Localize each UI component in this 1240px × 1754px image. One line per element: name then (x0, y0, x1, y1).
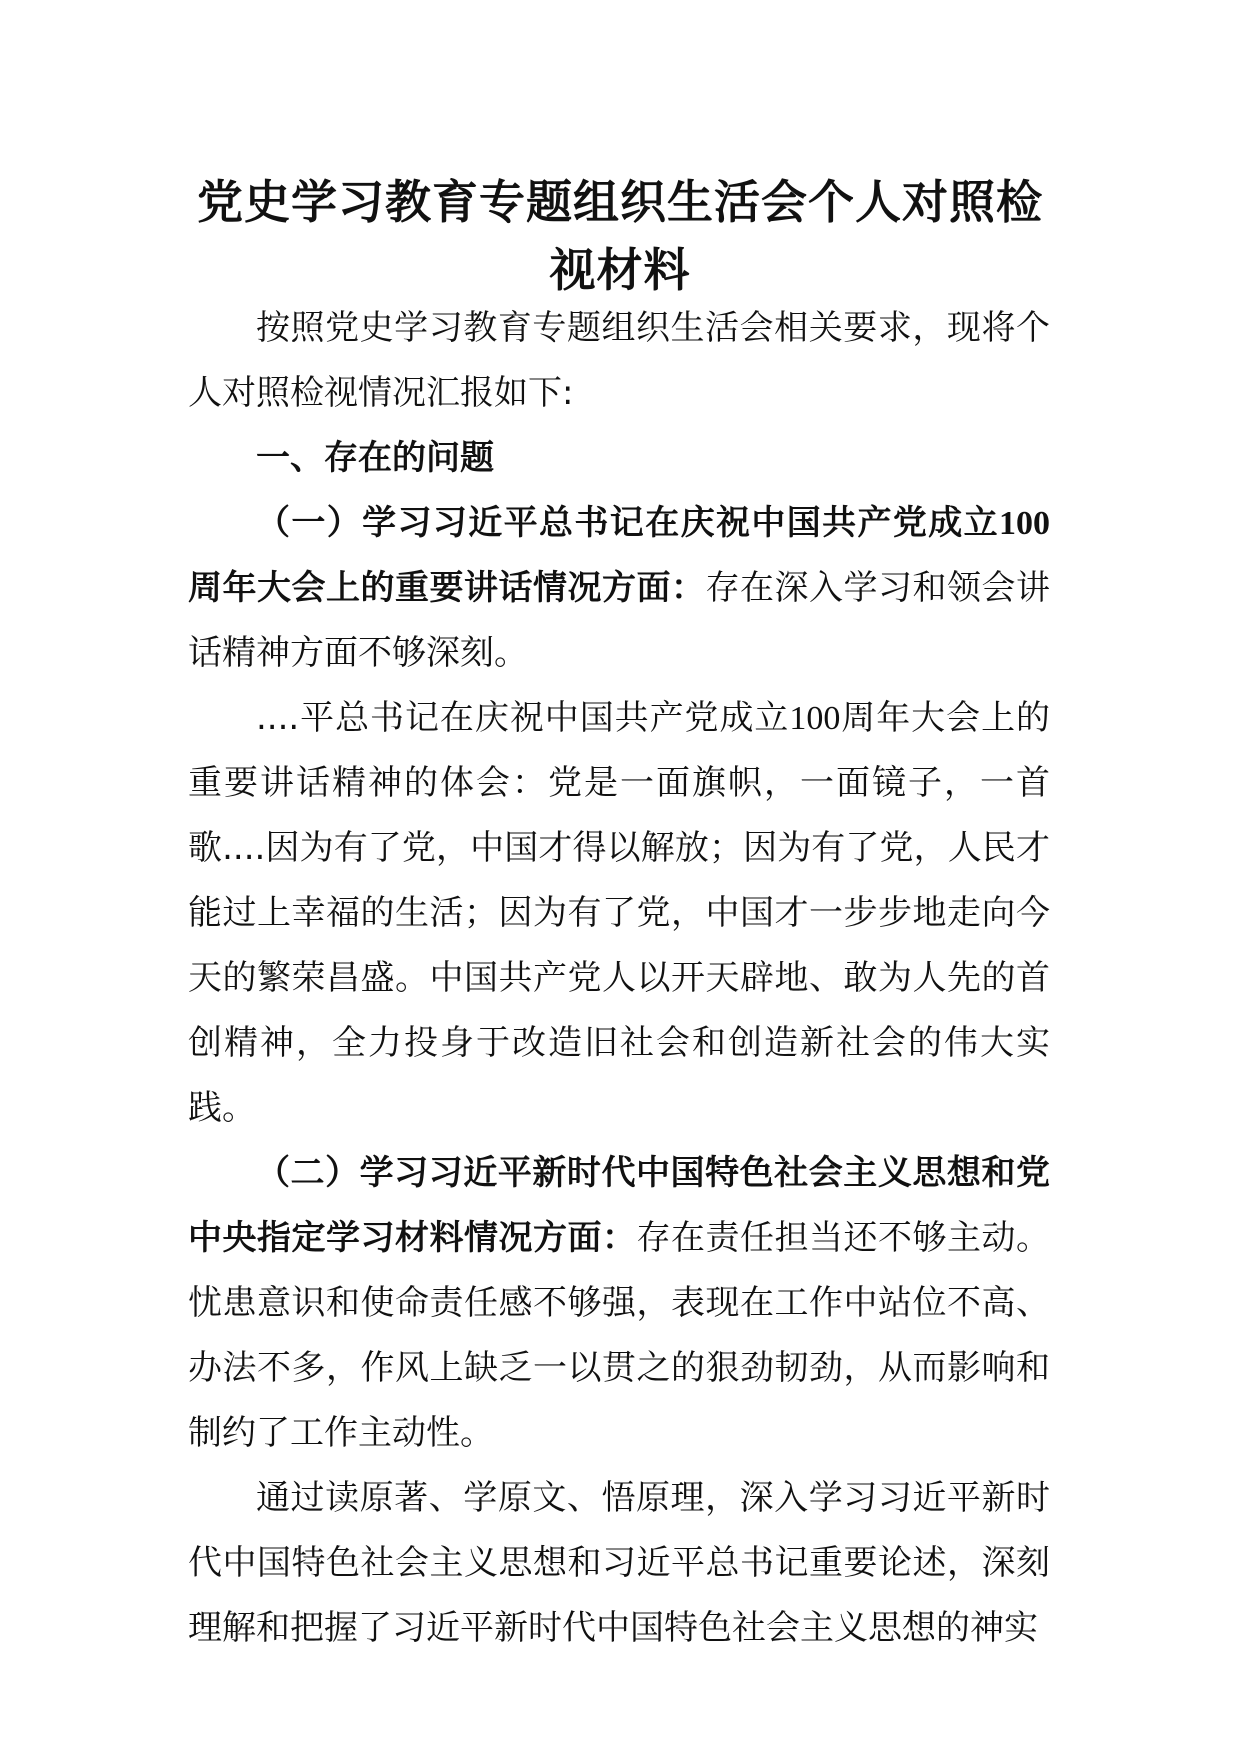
document-title (180, 168, 1060, 304)
item-1-paragraph (188, 491, 1050, 686)
item-1-heading-part2: 周年大会上的重要讲话情况方面： (188, 568, 706, 608)
item-1-text: 存在深入学习和领会讲话精神方面不够深刻。 (188, 568, 1050, 673)
item-2-heading: （二）学习习近平新时代中国特色社会主义思想和党中央指定学习材料情况方面： (188, 1153, 1050, 1258)
item-1-heading-part1: （一）学习习近平总书记在庆祝中国共产党成立 (256, 503, 999, 543)
section-heading-problems: 一、存在的问题 (256, 438, 494, 478)
reflection-paragraph (188, 686, 1050, 1141)
intro-paragraph: 按照党史学习教育专题组织生活会相关要求，现将个人对照检视情况汇报如下: (188, 308, 1050, 413)
study-paragraph: 通过读原著、学原文、悟原理，深入学习习近平新时代中国特色社会主义思想和习近平总书记重要论述，深刻理解和把握了习近平新时代中国特色社会主义思想的神实 (188, 1478, 1050, 1648)
reflection-part1: ....平总书记在庆祝中国共产党成立 (256, 698, 790, 738)
document-body (188, 296, 1050, 1661)
reflection-number: 100 (789, 700, 841, 737)
item-2-text: 存在责任担当还不够主动。忧患意识和使命责任感不够强，表现在工作中站位不高、办法不多，作风上缺乏一以贯之的狠劲韧劲，从而影响和制约了工作主动性。 (188, 1218, 1050, 1453)
item-2-paragraph (188, 1141, 1050, 1466)
reflection-part2: 周年大会上的重要讲话精神的体会：党是一面旗帜，一面镜子，一首歌....因为有了党，中国才得以解放；因为有了党，人民才能过上幸福的生活；因为有了党，中国才一步步地走向今天的繁荣昌盛。中国共产党人以开天辟地、敢为人先的首创精神，全力投身于改造旧社会和创造新社会的伟大实践。 (188, 698, 1051, 1128)
item-1-heading-number: 100 (999, 505, 1050, 542)
title-line-1: 党史学习教育专题组织生活会个人对照检 (197, 175, 1043, 229)
title-line-2: 视材料 (549, 243, 691, 297)
